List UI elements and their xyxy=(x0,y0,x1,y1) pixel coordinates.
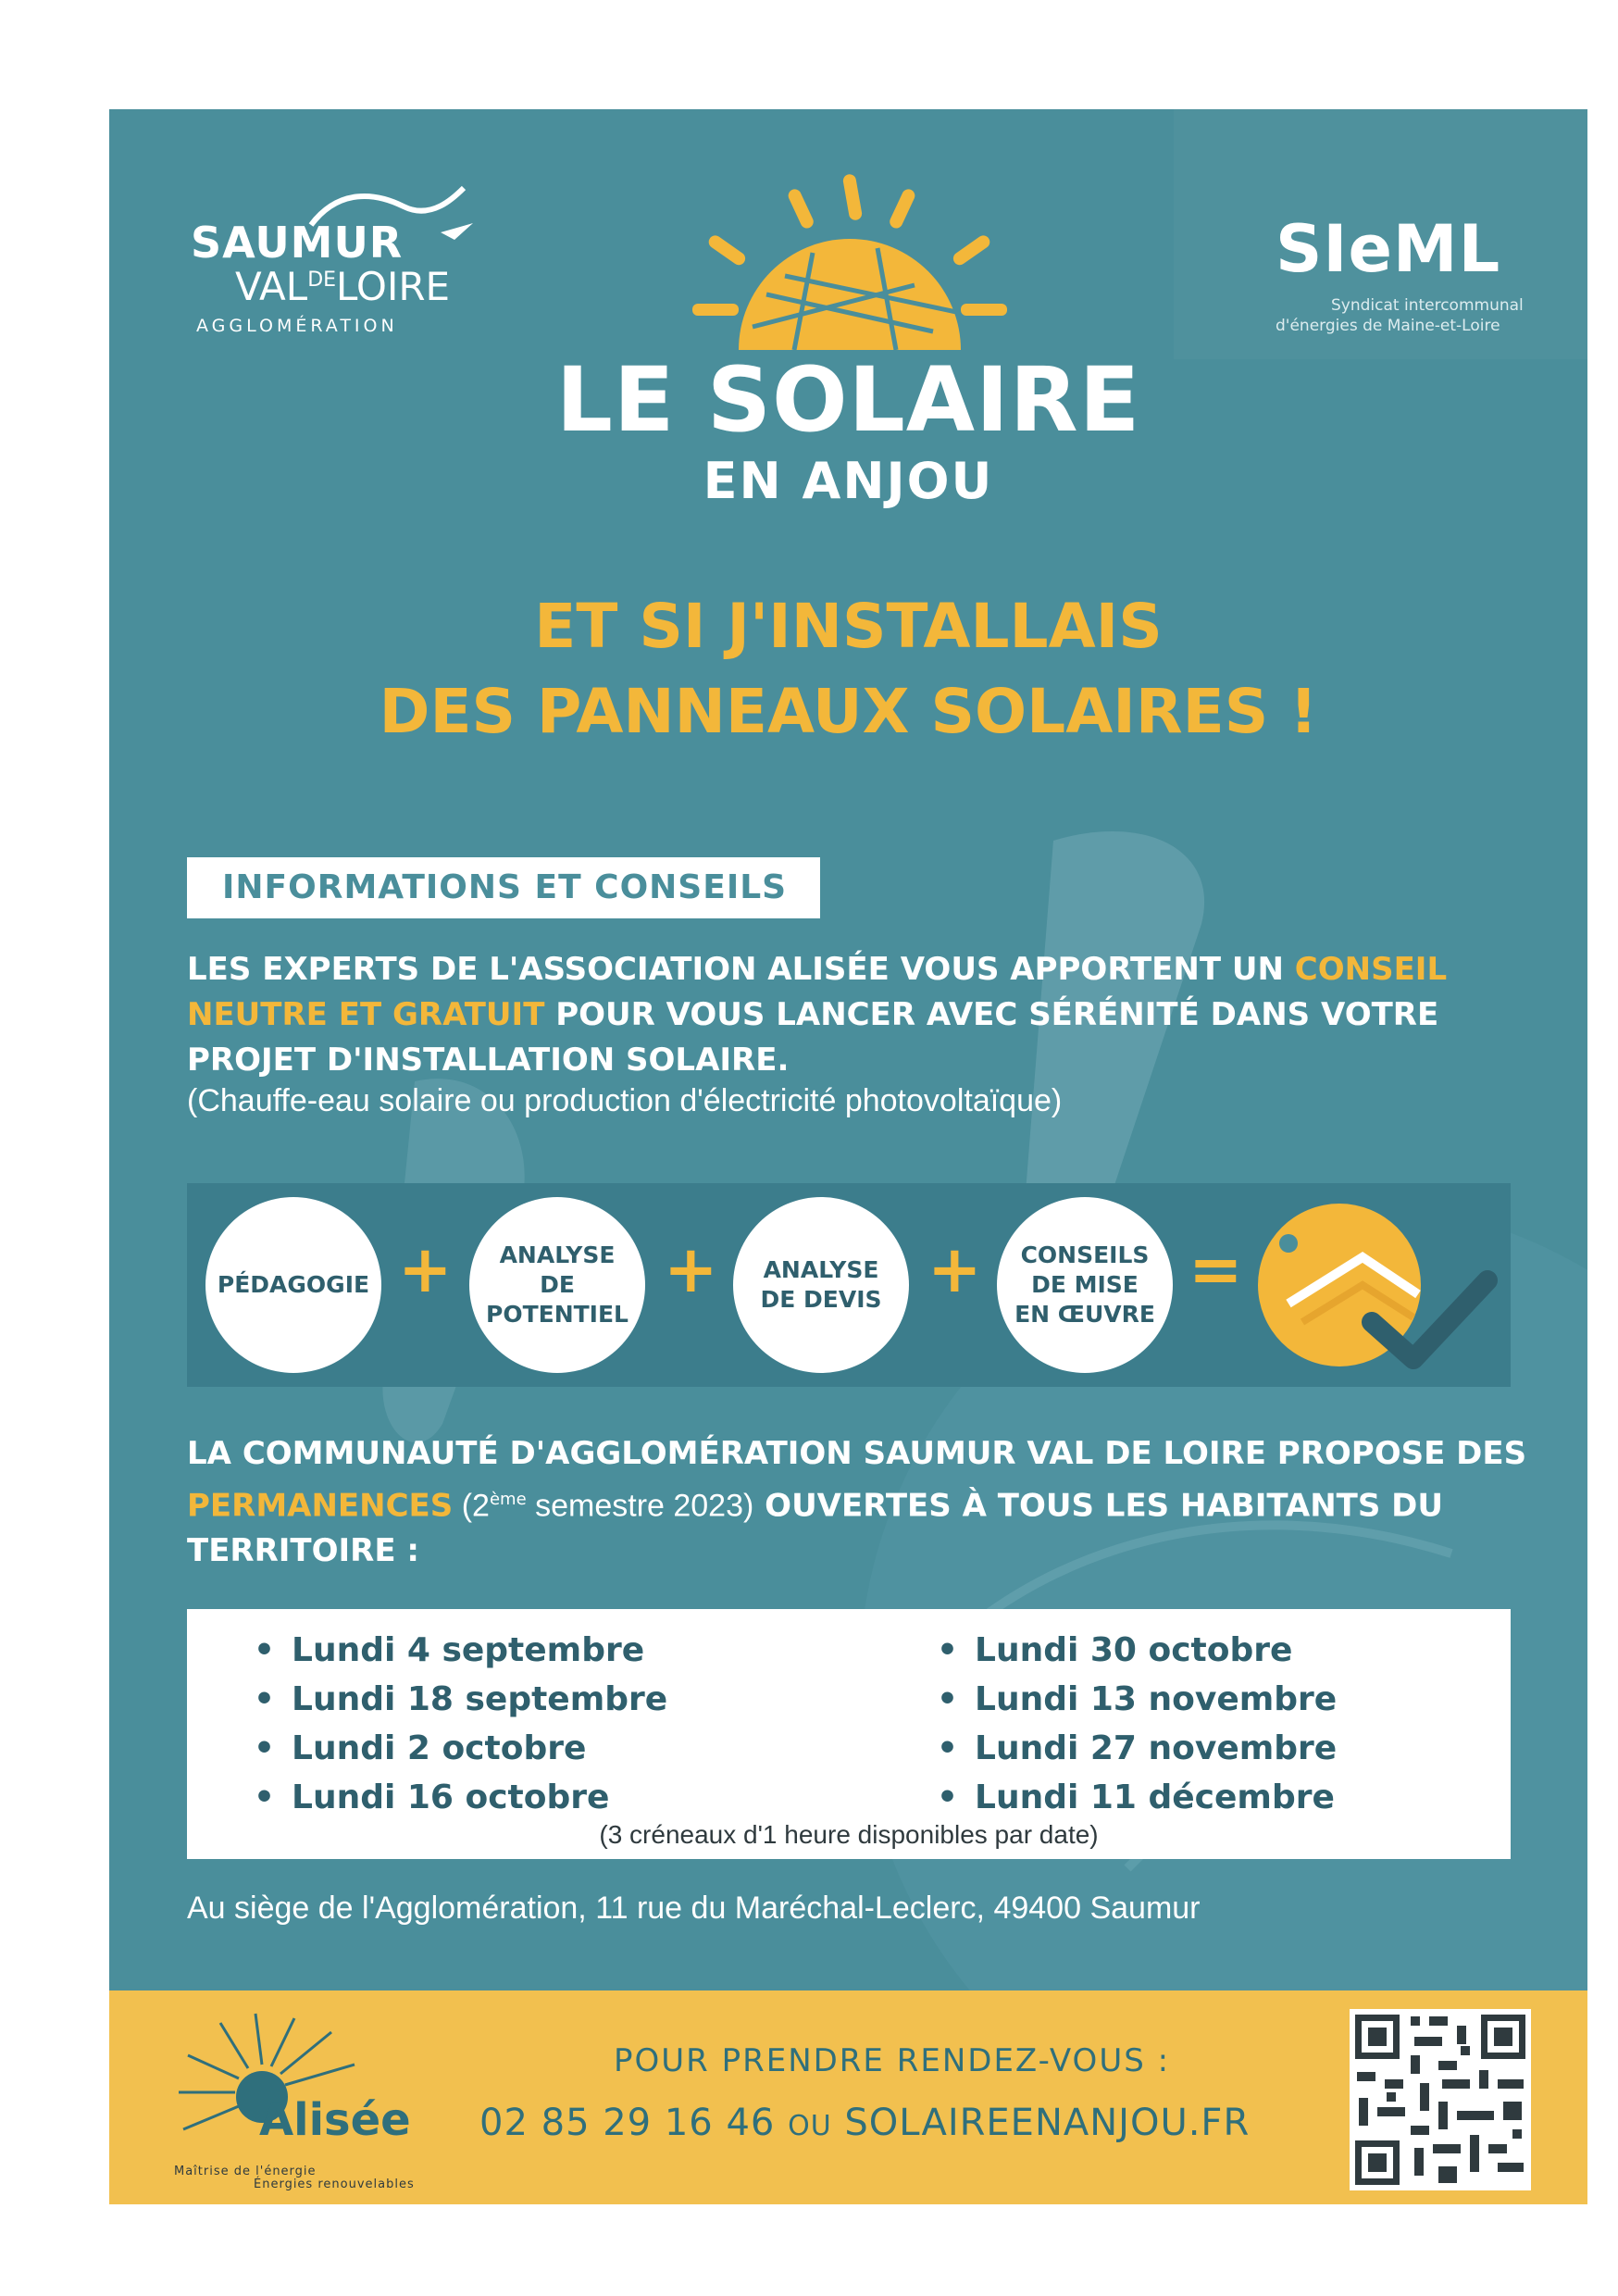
headline-line2: DES PANNEAUX SOLAIRES ! xyxy=(379,676,1318,747)
sieml-name: SIeML xyxy=(1276,211,1501,287)
step-pedagogie: PÉDAGOGIE xyxy=(205,1197,381,1373)
date-item: • Lundi 16 octobre xyxy=(254,1773,667,1822)
date-item: • Lundi 4 septembre xyxy=(254,1626,667,1675)
info-highlight: CONSEIL NEUTRE ET GRATUIT xyxy=(187,951,1448,1033)
main-title: LE SOLAIRE xyxy=(555,348,1141,452)
poster xyxy=(109,109,1587,2204)
sun-panel-icon xyxy=(683,174,1016,359)
permanences-highlight: PERMANENCES xyxy=(187,1487,454,1525)
alisee-name: Alisée xyxy=(259,2094,411,2146)
info-label-box xyxy=(187,857,820,918)
date-item: • Lundi 30 octobre xyxy=(937,1626,1337,1675)
info-label: INFORMATIONS ET CONSEILS xyxy=(222,868,788,906)
permanences-text: LA COMMUNAUTÉ D'AGGLOMÉRATION SAUMUR VAL DE LOIRE PROPOSE DES PERMANENCES (2ème semestre 2023) OUVERTES À TOUS LES HABITANTS DU TERRITOIRE : xyxy=(187,1435,1527,1570)
date-item: • Lundi 11 décembre xyxy=(937,1773,1337,1822)
step-conseils-mise-en-oeuvre: CONSEILS DE MISE EN ŒUVRE xyxy=(997,1197,1173,1373)
contact-line: 02 85 29 16 46 OU SOLAIREENANJOU.FR xyxy=(479,2102,1251,2144)
date-item: • Lundi 2 octobre xyxy=(254,1724,667,1773)
steps-band xyxy=(187,1183,1511,1387)
dates-right-list xyxy=(937,1626,1337,1822)
saumur-line1: SAUMUR xyxy=(191,218,404,268)
plus-sign: + xyxy=(398,1231,453,1307)
sieml-sub1: Syndicat intercommunal xyxy=(1331,296,1524,315)
footer-band xyxy=(109,1990,1587,2204)
headline-line1: ET SI J'INSTALLAIS xyxy=(534,591,1163,662)
website-link[interactable]: SOLAIREENANJOU.FR xyxy=(844,2102,1251,2144)
sieml-logo xyxy=(1276,211,1544,335)
equals-sign: = xyxy=(1189,1231,1243,1307)
plus-sign: + xyxy=(664,1231,718,1307)
dates-left-list xyxy=(254,1626,667,1822)
rdv-label: POUR PRENDRE RENDEZ-VOUS : xyxy=(614,2042,1171,2079)
saumur-logo xyxy=(191,179,478,336)
date-item: • Lundi 18 septembre xyxy=(254,1675,667,1724)
alisee-tagline2: Énergies renouvelables xyxy=(254,2177,415,2191)
alisee-logo xyxy=(174,2009,452,2194)
plus-sign: + xyxy=(927,1231,982,1307)
info-note: (Chauffe-eau solaire ou production d'électricité photovoltaïque) xyxy=(187,1083,1063,1118)
step-analyse-devis: ANALYSE DE DEVIS xyxy=(733,1197,909,1373)
dates-box xyxy=(187,1609,1511,1859)
address: Au siège de l'Agglomération, 11 rue du Maréchal-Leclerc, 49400 Saumur xyxy=(187,1890,1201,1926)
date-item: • Lundi 13 novembre xyxy=(937,1675,1337,1724)
qr-code[interactable] xyxy=(1350,2009,1531,2190)
dates-note: (3 créneaux d'1 heure disponibles par date) xyxy=(599,1820,1099,1849)
date-item: • Lundi 27 novembre xyxy=(937,1724,1337,1773)
sieml-sub2: d'énergies de Maine-et-Loire xyxy=(1276,317,1500,335)
alisee-tagline1: Maîtrise de l'énergie xyxy=(174,2165,317,2178)
saumur-line2: $VAL^{DE}LOIRE$ xyxy=(235,264,451,309)
main-subtitle: EN ANJOU xyxy=(703,452,994,510)
info-paragraph: LES EXPERTS DE L'ASSOCIATION ALISÉE VOUS APPORTENT UN CONSEIL NEUTRE ET GRATUIT POUR VOUS LANCER AVEC SÉRÉNITÉ DANS VOTRE PROJET D'INSTALLATION SOLAIRE. xyxy=(187,951,1448,1079)
saumur-line3: AGGLOMÉRATION xyxy=(196,316,398,336)
solar-checkmark-icon xyxy=(1251,1192,1501,1378)
phone-number[interactable]: 02 85 29 16 46 xyxy=(479,2102,776,2144)
step-analyse-potentiel: ANALYSE DE POTENTIEL xyxy=(469,1197,645,1373)
